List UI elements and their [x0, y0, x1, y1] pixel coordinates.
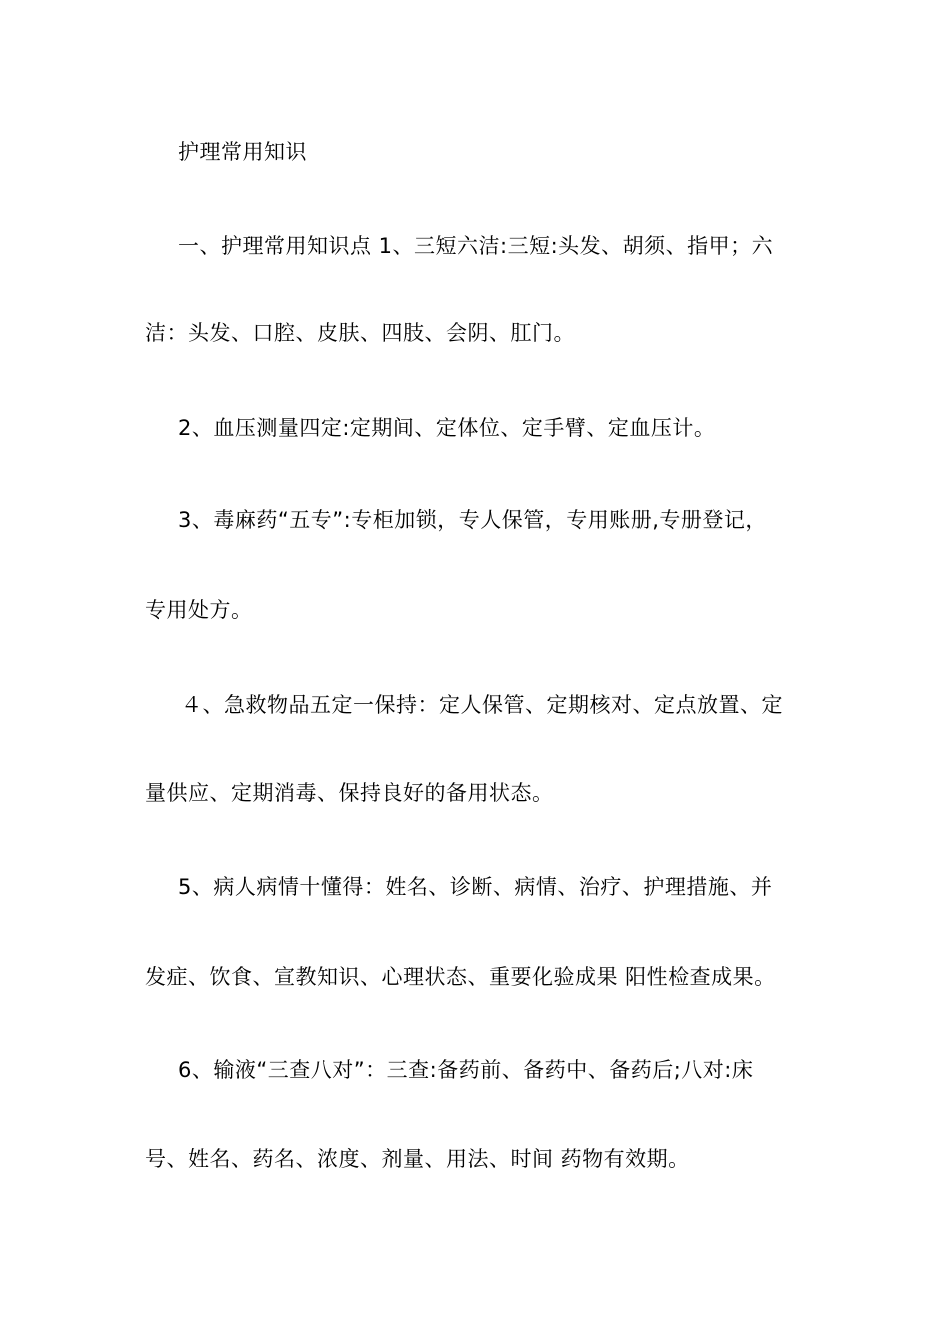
paragraph-line-10: 6、输液“三查八对”：三查:备药前、备药中、备药后;八对:床: [178, 1058, 754, 1082]
paragraph-line-11: 号、姓名、药名、浓度、剂量、用法、时间 药物有效期。: [145, 1147, 690, 1171]
paragraph-line-1: 一、护理常用知识点 1、三短六洁:三短:头发、胡须、指甲；六: [178, 234, 774, 258]
paragraph-line-7: 量供应、定期消毒、保持良好的备用状态。: [145, 781, 554, 805]
paragraph-line-2: 洁：头发、口腔、皮肤、四肢、会阴、肛门。: [145, 321, 575, 345]
paragraph-line-9: 发症、饮食、宣教知识、心理状态、重要化验成果 阳性检查成果。: [145, 965, 776, 989]
paragraph-line-6: ４、急救物品五定一保持：定人保管、定期核对、定点放置、定: [181, 693, 783, 717]
paragraph-line-8: 5、病人病情十懂得：姓名、诊断、病情、治疗、护理措施、并: [178, 875, 773, 899]
paragraph-line-4: 3、毒麻药“五专”:专柜加锁，专人保管，专用账册,专册登记，: [178, 508, 767, 532]
document-title: 护理常用知识: [178, 140, 307, 164]
paragraph-line-5: 专用处方。: [145, 598, 253, 622]
paragraph-line-3: 2、血压测量四定:定期间、定体位、定手臂、定血压计。: [178, 416, 716, 440]
